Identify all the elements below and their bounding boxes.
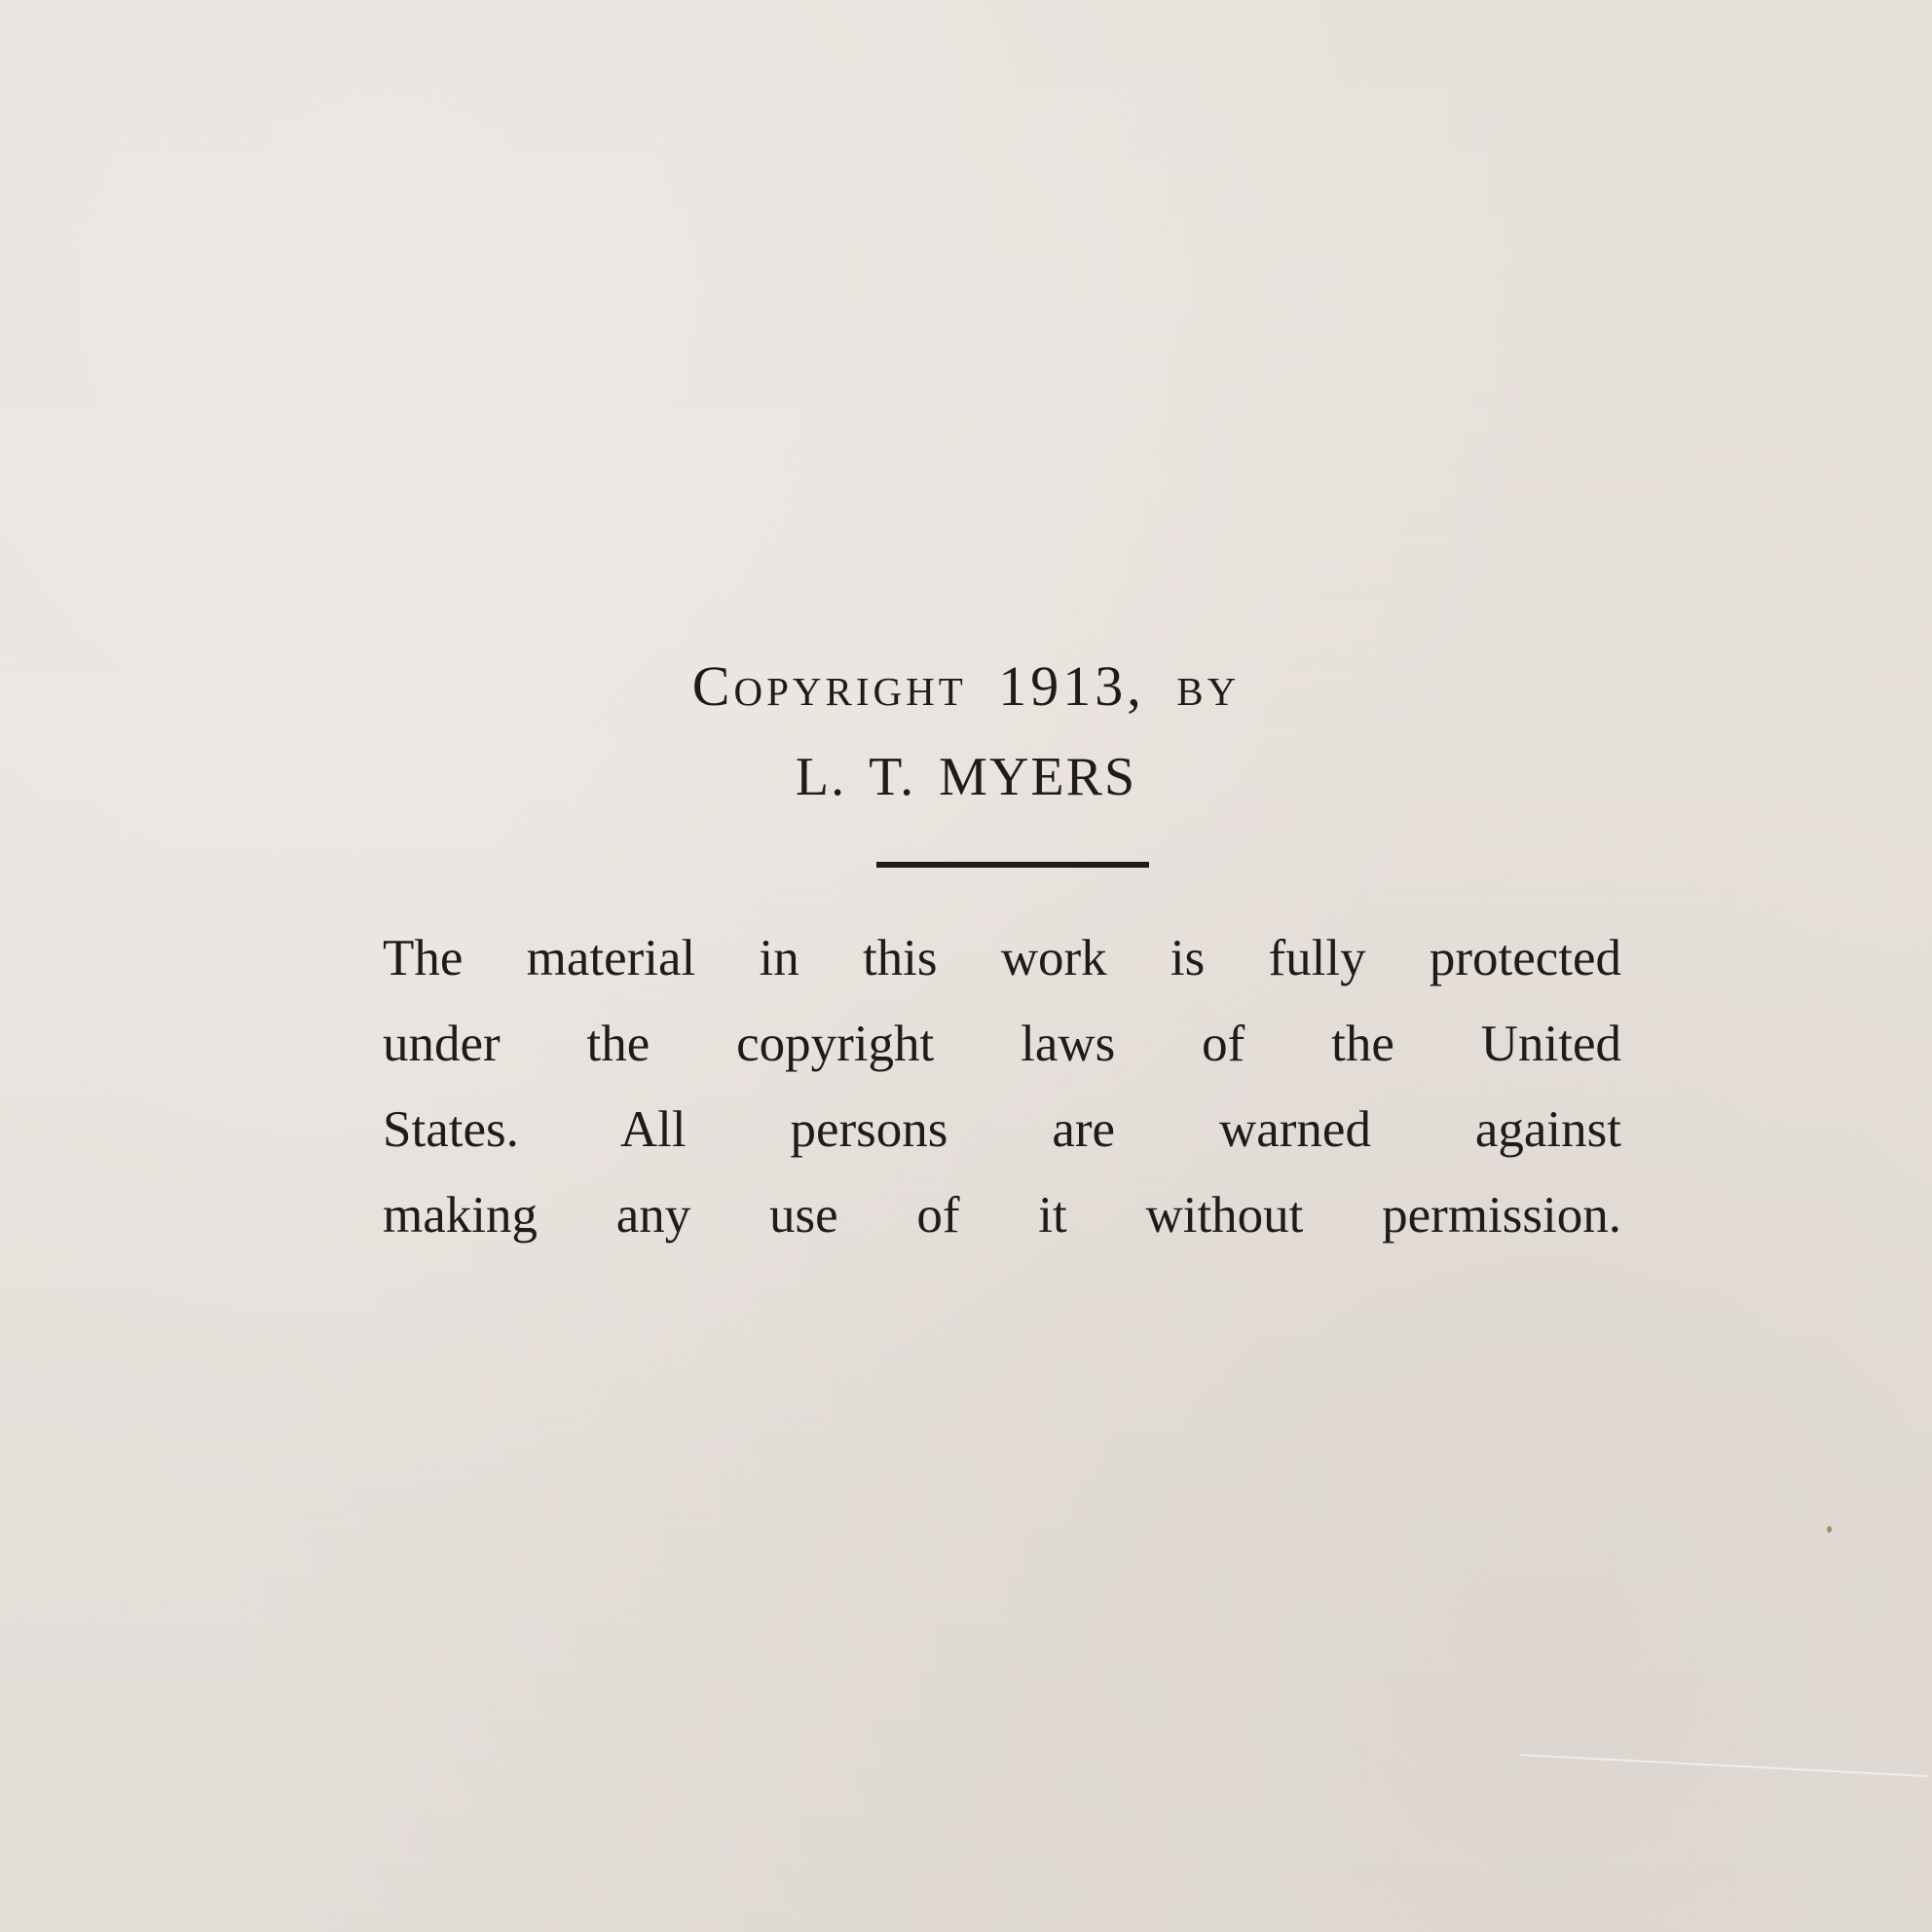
copyright-line: Copyright 1913, by — [691, 654, 1241, 718]
notice-line: States. All persons are warned against — [383, 1101, 1621, 1158]
author-name: L. T. MYERS — [795, 747, 1137, 807]
divider-rule — [876, 862, 1149, 868]
notice-line: under the copyright laws of the United — [383, 1016, 1621, 1072]
paper-crease — [1519, 1754, 1928, 1777]
copyright-notice — [383, 915, 1621, 1258]
notice-line: The material in this work is fully protected — [383, 930, 1621, 986]
paper-speck — [1827, 1526, 1832, 1533]
notice-line: making any use of it without permission. — [383, 1187, 1621, 1244]
